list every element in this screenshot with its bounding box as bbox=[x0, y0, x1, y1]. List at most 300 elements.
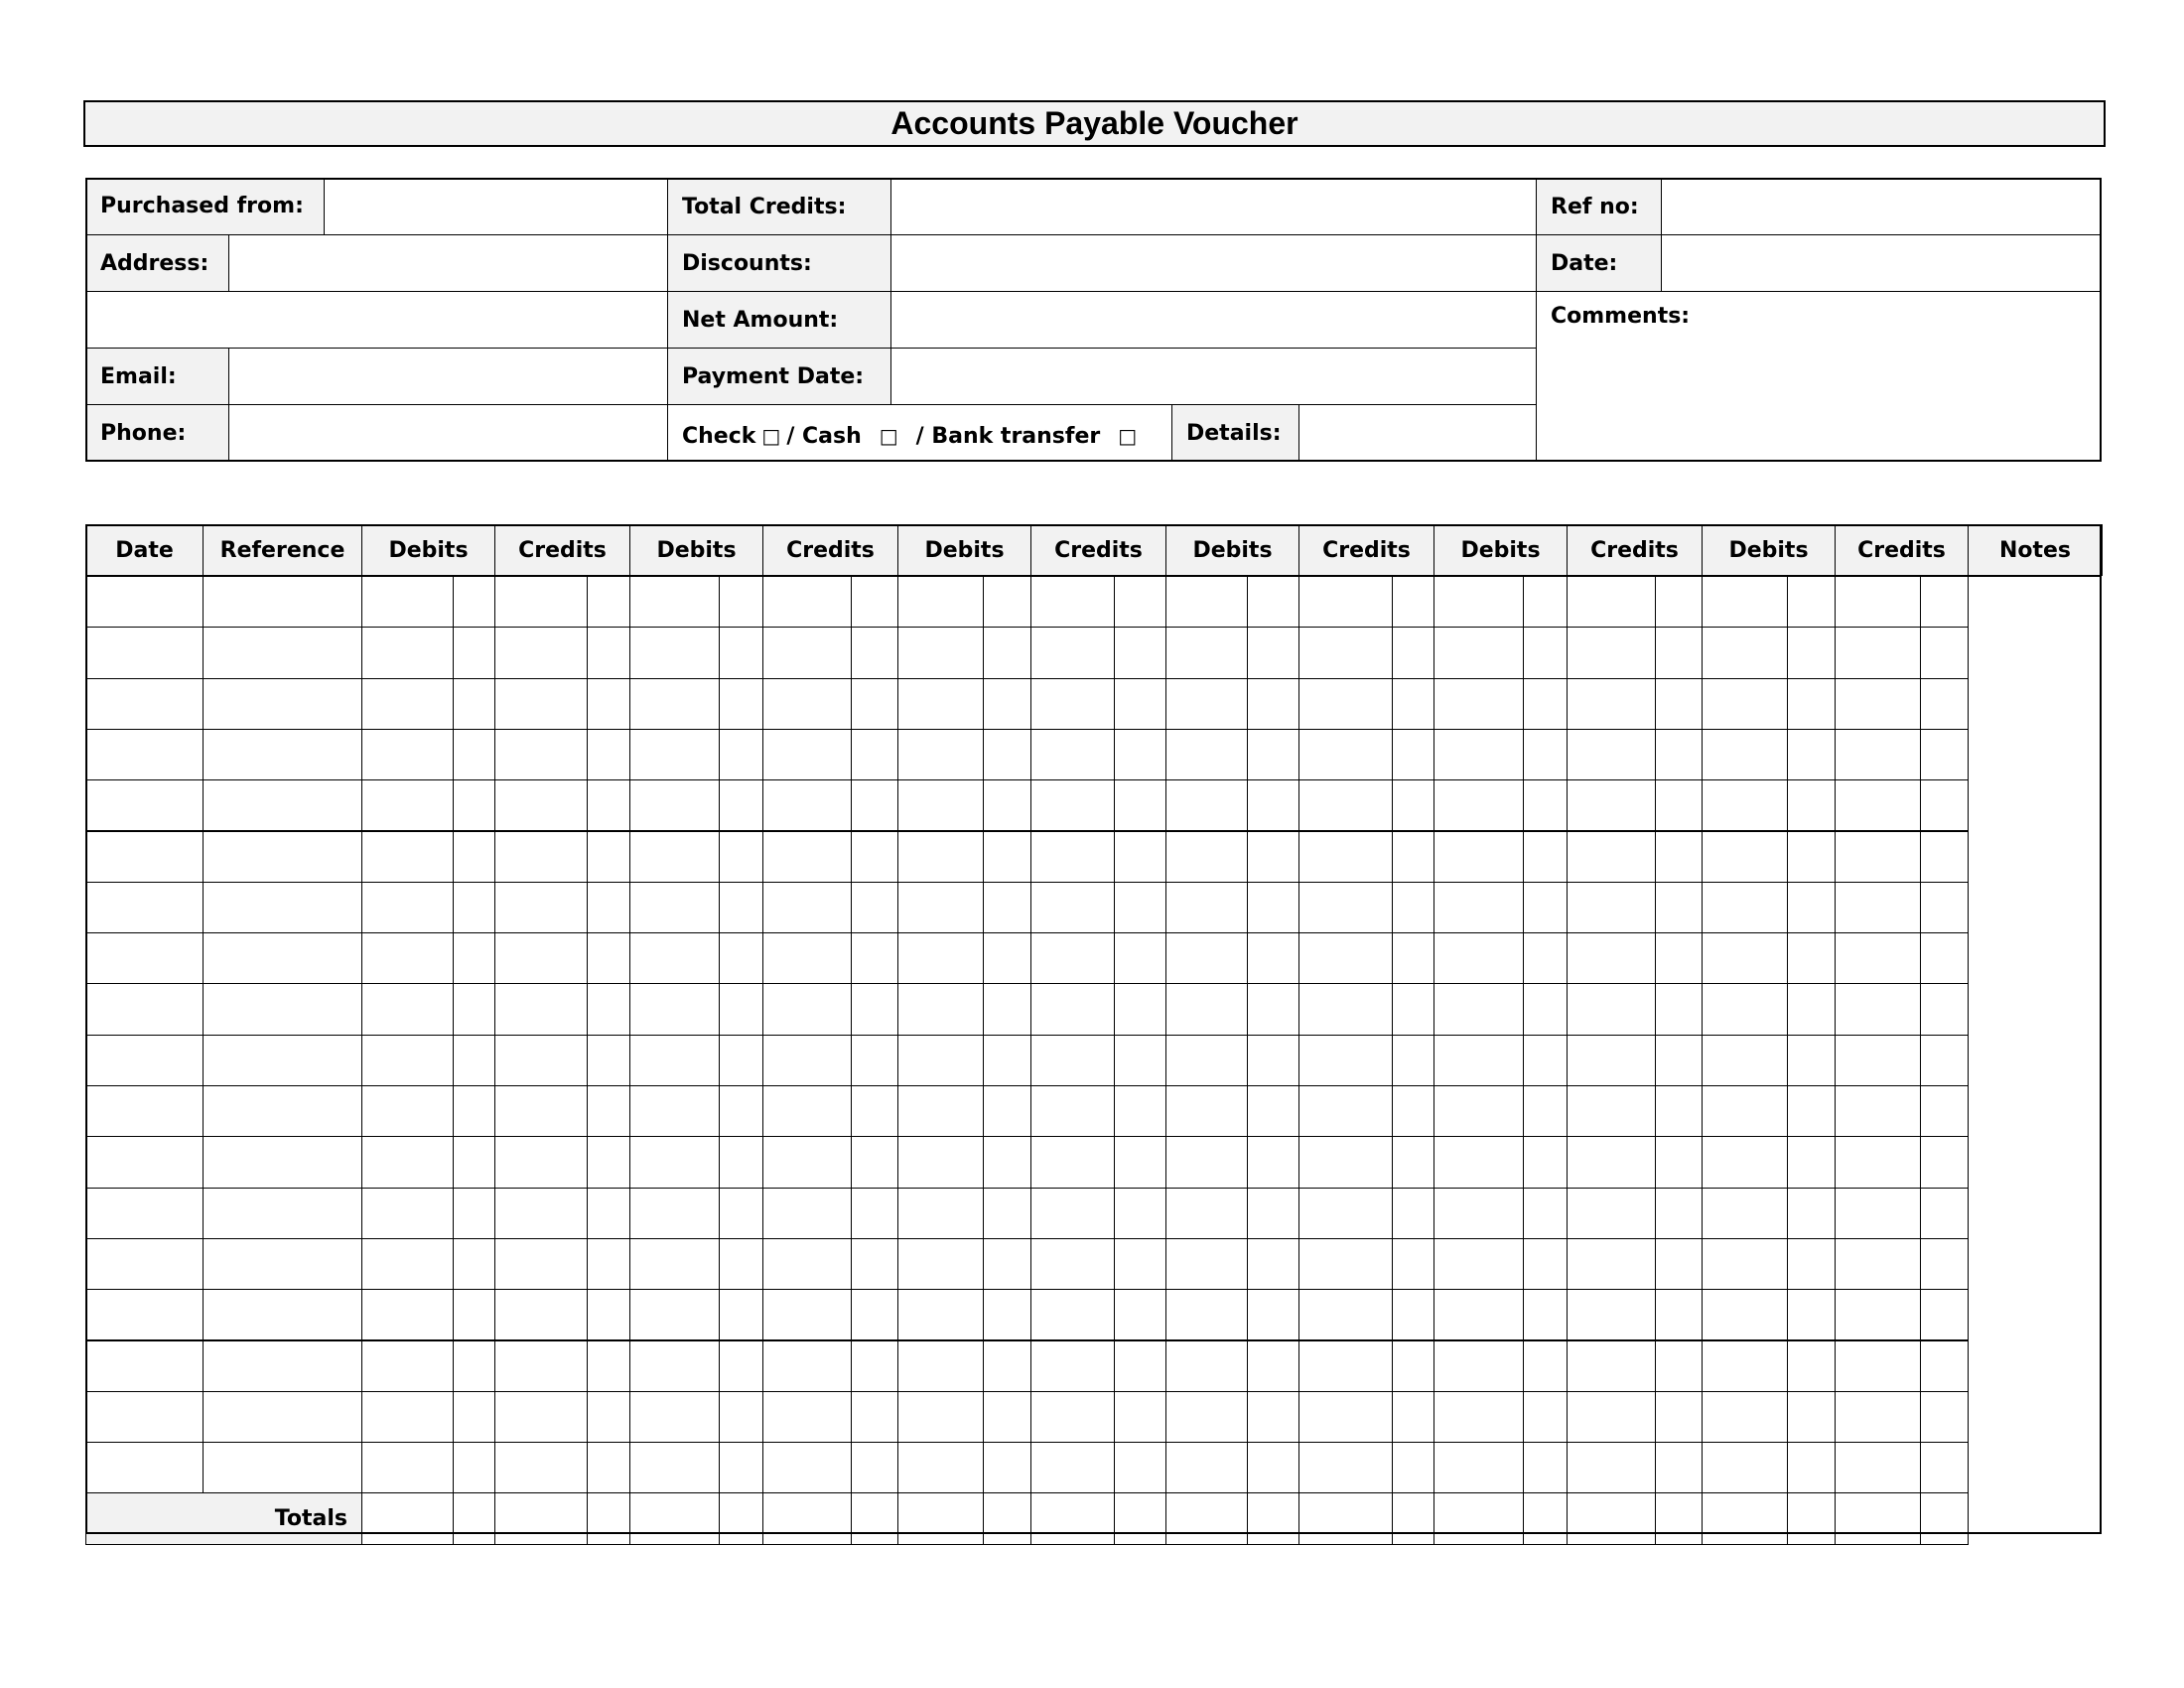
ledger-credits-cell-whole[interactable] bbox=[1298, 932, 1393, 984]
ledger-credits-cell-cents[interactable] bbox=[1114, 882, 1166, 933]
ledger-reference-cell[interactable] bbox=[203, 1391, 362, 1443]
ledger-debits-cell-whole[interactable] bbox=[629, 1238, 720, 1290]
ledger-debits-cell-cents[interactable] bbox=[453, 1136, 495, 1188]
ledger-credits-cell-whole[interactable] bbox=[1567, 882, 1656, 933]
ledger-credits-cell-whole[interactable] bbox=[1030, 729, 1115, 780]
ledger-credits-cell-cents[interactable] bbox=[1392, 1035, 1434, 1086]
ledger-debits-cell-cents[interactable] bbox=[719, 1085, 763, 1137]
ledger-date-cell[interactable] bbox=[85, 678, 204, 730]
ledger-debits-cell-whole[interactable] bbox=[629, 1442, 720, 1493]
ledger-debits-cell-whole[interactable] bbox=[361, 627, 454, 678]
ledger-credits-cell-whole[interactable] bbox=[762, 1289, 852, 1340]
ledger-debits-cell-cents[interactable] bbox=[453, 576, 495, 628]
ledger-credits-cell-whole[interactable] bbox=[762, 1188, 852, 1239]
ledger-debits-cell-whole[interactable] bbox=[1433, 576, 1524, 628]
ledger-credits-cell-whole[interactable] bbox=[494, 831, 588, 883]
ledger-credits-cell-whole[interactable] bbox=[762, 1391, 852, 1443]
ledger-credits-cell-cents[interactable] bbox=[1920, 1340, 1969, 1392]
ledger-reference-cell[interactable] bbox=[203, 882, 362, 933]
ledger-credits-cell-cents[interactable] bbox=[1392, 576, 1434, 628]
ledger-debits-cell-whole[interactable] bbox=[897, 1340, 984, 1392]
totals-credits-cell-cents[interactable] bbox=[851, 1492, 898, 1544]
ledger-date-cell[interactable] bbox=[85, 882, 204, 933]
ledger-debits-cell-cents[interactable] bbox=[983, 1391, 1031, 1443]
ledger-credits-cell-whole[interactable] bbox=[1298, 1136, 1393, 1188]
ledger-debits-cell-whole[interactable] bbox=[361, 1289, 454, 1340]
ledger-debits-cell-whole[interactable] bbox=[629, 1340, 720, 1392]
totals-credits-cell-whole[interactable] bbox=[762, 1492, 852, 1544]
ledger-credits-cell-whole[interactable] bbox=[1030, 882, 1115, 933]
ledger-debits-cell-whole[interactable] bbox=[629, 1136, 720, 1188]
ledger-credits-cell-whole[interactable] bbox=[762, 1136, 852, 1188]
ledger-debits-cell-cents[interactable] bbox=[983, 882, 1031, 933]
ledger-credits-cell-cents[interactable] bbox=[587, 1035, 630, 1086]
ledger-debits-cell-cents[interactable] bbox=[1523, 678, 1568, 730]
ledger-credits-cell-whole[interactable] bbox=[1030, 831, 1115, 883]
ledger-credits-cell-cents[interactable] bbox=[1920, 831, 1969, 883]
ledger-debits-cell-whole[interactable] bbox=[1165, 831, 1248, 883]
ledger-credits-cell-whole[interactable] bbox=[762, 576, 852, 628]
ledger-debits-cell-whole[interactable] bbox=[1433, 1391, 1524, 1443]
ledger-credits-cell-cents[interactable] bbox=[851, 1188, 898, 1239]
ledger-credits-cell-whole[interactable] bbox=[494, 1391, 588, 1443]
ledger-debits-cell-cents[interactable] bbox=[1247, 983, 1299, 1035]
ledger-credits-cell-whole[interactable] bbox=[762, 831, 852, 883]
totals-credits-cell-cents[interactable] bbox=[1392, 1492, 1434, 1544]
ledger-debits-cell-cents[interactable] bbox=[1247, 729, 1299, 780]
ledger-credits-cell-cents[interactable] bbox=[1392, 1188, 1434, 1239]
ledger-debits-cell-cents[interactable] bbox=[983, 1340, 1031, 1392]
totals-debits-cell-whole[interactable] bbox=[1433, 1492, 1524, 1544]
ledger-debits-cell-cents[interactable] bbox=[719, 1442, 763, 1493]
ledger-credits-cell-whole[interactable] bbox=[1567, 1391, 1656, 1443]
ledger-credits-cell-whole[interactable] bbox=[494, 983, 588, 1035]
ledger-credits-cell-whole[interactable] bbox=[1835, 627, 1921, 678]
ledger-credits-cell-whole[interactable] bbox=[1835, 1391, 1921, 1443]
ledger-debits-cell-whole[interactable] bbox=[361, 1035, 454, 1086]
totals-debits-cell-cents[interactable] bbox=[1523, 1492, 1568, 1544]
ledger-credits-cell-cents[interactable] bbox=[1920, 678, 1969, 730]
ledger-debits-cell-whole[interactable] bbox=[1702, 983, 1788, 1035]
totals-credits-cell-cents[interactable] bbox=[1114, 1492, 1166, 1544]
ledger-credits-cell-whole[interactable] bbox=[1567, 627, 1656, 678]
ledger-debits-cell-cents[interactable] bbox=[719, 729, 763, 780]
ledger-debits-cell-whole[interactable] bbox=[897, 882, 984, 933]
ledger-debits-cell-cents[interactable] bbox=[1523, 576, 1568, 628]
ledger-debits-cell-whole[interactable] bbox=[629, 1188, 720, 1239]
ledger-credits-cell-cents[interactable] bbox=[1655, 1085, 1703, 1137]
ledger-debits-cell-cents[interactable] bbox=[983, 831, 1031, 883]
ledger-credits-cell-cents[interactable] bbox=[1655, 882, 1703, 933]
ledger-debits-cell-whole[interactable] bbox=[1702, 1035, 1788, 1086]
ledger-debits-cell-whole[interactable] bbox=[1433, 1289, 1524, 1340]
ledger-credits-cell-cents[interactable] bbox=[587, 627, 630, 678]
ledger-credits-cell-whole[interactable] bbox=[1835, 576, 1921, 628]
ledger-date-cell[interactable] bbox=[85, 1188, 204, 1239]
ledger-credits-cell-cents[interactable] bbox=[1114, 779, 1166, 831]
ledger-debits-cell-whole[interactable] bbox=[1702, 1136, 1788, 1188]
ledger-debits-cell-cents[interactable] bbox=[983, 1035, 1031, 1086]
ledger-credits-cell-cents[interactable] bbox=[1920, 983, 1969, 1035]
ledger-debits-cell-cents[interactable] bbox=[719, 983, 763, 1035]
ledger-debits-cell-cents[interactable] bbox=[1247, 1188, 1299, 1239]
totals-debits-cell-whole[interactable] bbox=[1165, 1492, 1248, 1544]
ledger-credits-cell-whole[interactable] bbox=[1835, 1289, 1921, 1340]
ledger-credits-cell-whole[interactable] bbox=[1835, 729, 1921, 780]
ledger-credits-cell-whole[interactable] bbox=[1298, 1391, 1393, 1443]
ledger-credits-cell-whole[interactable] bbox=[494, 1136, 588, 1188]
ledger-credits-cell-whole[interactable] bbox=[1030, 983, 1115, 1035]
ledger-credits-cell-whole[interactable] bbox=[1567, 1085, 1656, 1137]
ledger-debits-cell-whole[interactable] bbox=[1702, 779, 1788, 831]
ledger-credits-cell-whole[interactable] bbox=[1030, 1085, 1115, 1137]
ledger-date-cell[interactable] bbox=[85, 932, 204, 984]
ledger-credits-cell-cents[interactable] bbox=[851, 1289, 898, 1340]
ledger-debits-cell-cents[interactable] bbox=[453, 983, 495, 1035]
ledger-credits-cell-cents[interactable] bbox=[1920, 729, 1969, 780]
ledger-debits-cell-whole[interactable] bbox=[897, 627, 984, 678]
ledger-credits-cell-whole[interactable] bbox=[762, 678, 852, 730]
ledger-credits-cell-cents[interactable] bbox=[1655, 1442, 1703, 1493]
ledger-debits-cell-whole[interactable] bbox=[1165, 1085, 1248, 1137]
ledger-debits-cell-whole[interactable] bbox=[361, 1238, 454, 1290]
ledger-date-cell[interactable] bbox=[85, 1136, 204, 1188]
ledger-credits-cell-cents[interactable] bbox=[1920, 1035, 1969, 1086]
ledger-debits-cell-cents[interactable] bbox=[1787, 1085, 1836, 1137]
ref-no-field[interactable] bbox=[1661, 178, 2102, 235]
ledger-credits-cell-cents[interactable] bbox=[1655, 1136, 1703, 1188]
ledger-credits-cell-whole[interactable] bbox=[1835, 983, 1921, 1035]
totals-debits-cell-whole[interactable] bbox=[361, 1492, 454, 1544]
ledger-credits-cell-cents[interactable] bbox=[1392, 1340, 1434, 1392]
ledger-debits-cell-whole[interactable] bbox=[1433, 1188, 1524, 1239]
ledger-debits-cell-whole[interactable] bbox=[1165, 1238, 1248, 1290]
ledger-debits-cell-whole[interactable] bbox=[1433, 678, 1524, 730]
ledger-credits-cell-cents[interactable] bbox=[1114, 831, 1166, 883]
ledger-credits-cell-whole[interactable] bbox=[1298, 1035, 1393, 1086]
ledger-debits-cell-cents[interactable] bbox=[1787, 1188, 1836, 1239]
ledger-credits-cell-cents[interactable] bbox=[1392, 627, 1434, 678]
ledger-debits-cell-cents[interactable] bbox=[1247, 1391, 1299, 1443]
ledger-debits-cell-cents[interactable] bbox=[1787, 678, 1836, 730]
ledger-debits-cell-whole[interactable] bbox=[897, 1391, 984, 1443]
ledger-credits-cell-whole[interactable] bbox=[494, 678, 588, 730]
ledger-credits-cell-whole[interactable] bbox=[494, 1238, 588, 1290]
net-amount-field[interactable] bbox=[890, 291, 1537, 349]
ledger-debits-cell-whole[interactable] bbox=[629, 1085, 720, 1137]
ledger-credits-cell-cents[interactable] bbox=[1655, 983, 1703, 1035]
ledger-credits-cell-whole[interactable] bbox=[1030, 1136, 1115, 1188]
ledger-credits-cell-cents[interactable] bbox=[587, 1289, 630, 1340]
ledger-credits-cell-cents[interactable] bbox=[1392, 1136, 1434, 1188]
ledger-credits-cell-cents[interactable] bbox=[851, 1391, 898, 1443]
ledger-debits-cell-whole[interactable] bbox=[1433, 729, 1524, 780]
ledger-credits-cell-cents[interactable] bbox=[1920, 627, 1969, 678]
ledger-debits-cell-cents[interactable] bbox=[1523, 932, 1568, 984]
ledger-debits-cell-whole[interactable] bbox=[1702, 678, 1788, 730]
ledger-debits-cell-whole[interactable] bbox=[897, 678, 984, 730]
ledger-credits-cell-cents[interactable] bbox=[1114, 1188, 1166, 1239]
ledger-debits-cell-cents[interactable] bbox=[1247, 831, 1299, 883]
ledger-credits-cell-cents[interactable] bbox=[1655, 576, 1703, 628]
ledger-debits-cell-cents[interactable] bbox=[1247, 678, 1299, 730]
ledger-credits-cell-cents[interactable] bbox=[1392, 1442, 1434, 1493]
ledger-debits-cell-cents[interactable] bbox=[1787, 627, 1836, 678]
payment-date-field[interactable] bbox=[890, 348, 1537, 405]
ledger-debits-cell-whole[interactable] bbox=[1702, 1289, 1788, 1340]
ledger-debits-cell-whole[interactable] bbox=[629, 627, 720, 678]
ledger-debits-cell-cents[interactable] bbox=[1247, 1289, 1299, 1340]
ledger-credits-cell-cents[interactable] bbox=[851, 1442, 898, 1493]
ledger-debits-cell-cents[interactable] bbox=[1787, 1391, 1836, 1443]
ledger-credits-cell-whole[interactable] bbox=[1567, 1340, 1656, 1392]
ledger-debits-cell-cents[interactable] bbox=[1523, 627, 1568, 678]
ledger-credits-cell-whole[interactable] bbox=[1298, 1442, 1393, 1493]
ledger-debits-cell-cents[interactable] bbox=[453, 1085, 495, 1137]
ledger-credits-cell-cents[interactable] bbox=[1655, 1188, 1703, 1239]
ledger-debits-cell-whole[interactable] bbox=[897, 983, 984, 1035]
details-field[interactable] bbox=[1298, 404, 1537, 462]
ledger-debits-cell-cents[interactable] bbox=[453, 1289, 495, 1340]
ledger-credits-cell-cents[interactable] bbox=[587, 1085, 630, 1137]
ledger-debits-cell-whole[interactable] bbox=[1702, 729, 1788, 780]
ledger-credits-cell-whole[interactable] bbox=[1030, 627, 1115, 678]
ledger-reference-cell[interactable] bbox=[203, 1085, 362, 1137]
ledger-credits-cell-cents[interactable] bbox=[851, 983, 898, 1035]
ledger-debits-cell-whole[interactable] bbox=[1165, 1136, 1248, 1188]
ledger-debits-cell-cents[interactable] bbox=[453, 1035, 495, 1086]
bank-transfer-checkbox[interactable]: □ bbox=[1118, 424, 1138, 448]
total-credits-field[interactable] bbox=[890, 178, 1537, 235]
ledger-debits-cell-whole[interactable] bbox=[1165, 779, 1248, 831]
ledger-debits-cell-cents[interactable] bbox=[983, 729, 1031, 780]
ledger-credits-cell-whole[interactable] bbox=[1567, 932, 1656, 984]
ledger-debits-cell-cents[interactable] bbox=[1523, 1442, 1568, 1493]
ledger-credits-cell-whole[interactable] bbox=[1030, 779, 1115, 831]
ledger-credits-cell-whole[interactable] bbox=[1567, 779, 1656, 831]
totals-credits-cell-cents[interactable] bbox=[1655, 1492, 1703, 1544]
ledger-debits-cell-cents[interactable] bbox=[719, 627, 763, 678]
ledger-debits-cell-cents[interactable] bbox=[1787, 729, 1836, 780]
ledger-debits-cell-cents[interactable] bbox=[983, 1085, 1031, 1137]
ledger-credits-cell-whole[interactable] bbox=[1298, 1188, 1393, 1239]
ledger-credits-cell-whole[interactable] bbox=[494, 1289, 588, 1340]
ledger-credits-cell-cents[interactable] bbox=[1655, 1340, 1703, 1392]
ledger-debits-cell-cents[interactable] bbox=[983, 1238, 1031, 1290]
ledger-debits-cell-cents[interactable] bbox=[1787, 1442, 1836, 1493]
ledger-credits-cell-whole[interactable] bbox=[494, 1035, 588, 1086]
ledger-debits-cell-cents[interactable] bbox=[1523, 882, 1568, 933]
ledger-date-cell[interactable] bbox=[85, 729, 204, 780]
ledger-debits-cell-cents[interactable] bbox=[1247, 1085, 1299, 1137]
ledger-debits-cell-cents[interactable] bbox=[1247, 932, 1299, 984]
ledger-credits-cell-cents[interactable] bbox=[1114, 983, 1166, 1035]
ledger-reference-cell[interactable] bbox=[203, 1289, 362, 1340]
ledger-credits-cell-cents[interactable] bbox=[1920, 882, 1969, 933]
totals-debits-cell-cents[interactable] bbox=[983, 1492, 1031, 1544]
ledger-date-cell[interactable] bbox=[85, 1035, 204, 1086]
ledger-credits-cell-cents[interactable] bbox=[1655, 1391, 1703, 1443]
ledger-debits-cell-whole[interactable] bbox=[1165, 1391, 1248, 1443]
ledger-credits-cell-cents[interactable] bbox=[587, 1340, 630, 1392]
ledger-debits-cell-whole[interactable] bbox=[1433, 779, 1524, 831]
ledger-debits-cell-cents[interactable] bbox=[719, 678, 763, 730]
totals-credits-cell-cents[interactable] bbox=[587, 1492, 630, 1544]
ledger-debits-cell-cents[interactable] bbox=[1523, 1238, 1568, 1290]
ledger-debits-cell-cents[interactable] bbox=[1523, 1085, 1568, 1137]
ledger-credits-cell-cents[interactable] bbox=[1392, 882, 1434, 933]
ledger-debits-cell-cents[interactable] bbox=[1247, 1136, 1299, 1188]
ledger-debits-cell-whole[interactable] bbox=[361, 983, 454, 1035]
ledger-credits-cell-whole[interactable] bbox=[1835, 1340, 1921, 1392]
ledger-credits-cell-cents[interactable] bbox=[851, 932, 898, 984]
ledger-credits-cell-cents[interactable] bbox=[1920, 576, 1969, 628]
ledger-debits-cell-whole[interactable] bbox=[361, 882, 454, 933]
ledger-credits-cell-cents[interactable] bbox=[1655, 1238, 1703, 1290]
ledger-credits-cell-whole[interactable] bbox=[1298, 1340, 1393, 1392]
totals-credits-cell-cents[interactable] bbox=[1920, 1492, 1969, 1544]
ledger-date-cell[interactable] bbox=[85, 1289, 204, 1340]
ledger-credits-cell-whole[interactable] bbox=[762, 779, 852, 831]
ledger-credits-cell-cents[interactable] bbox=[1920, 1238, 1969, 1290]
ledger-credits-cell-whole[interactable] bbox=[1030, 1391, 1115, 1443]
ledger-credits-cell-whole[interactable] bbox=[1835, 1136, 1921, 1188]
ledger-debits-cell-cents[interactable] bbox=[983, 678, 1031, 730]
ledger-debits-cell-whole[interactable] bbox=[361, 1136, 454, 1188]
ledger-credits-cell-whole[interactable] bbox=[762, 1340, 852, 1392]
ledger-debits-cell-cents[interactable] bbox=[1523, 1391, 1568, 1443]
ledger-debits-cell-whole[interactable] bbox=[1165, 932, 1248, 984]
ledger-credits-cell-cents[interactable] bbox=[1392, 1391, 1434, 1443]
ledger-credits-cell-whole[interactable] bbox=[1298, 678, 1393, 730]
ledger-debits-cell-cents[interactable] bbox=[453, 1340, 495, 1392]
ledger-debits-cell-cents[interactable] bbox=[1787, 576, 1836, 628]
ledger-credits-cell-whole[interactable] bbox=[1835, 1035, 1921, 1086]
ledger-credits-cell-cents[interactable] bbox=[1392, 983, 1434, 1035]
ledger-credits-cell-cents[interactable] bbox=[1392, 1238, 1434, 1290]
ledger-debits-cell-cents[interactable] bbox=[453, 831, 495, 883]
ledger-credits-cell-whole[interactable] bbox=[1835, 1085, 1921, 1137]
ledger-credits-cell-whole[interactable] bbox=[1298, 1289, 1393, 1340]
ledger-credits-cell-whole[interactable] bbox=[1030, 1035, 1115, 1086]
ledger-credits-cell-whole[interactable] bbox=[1567, 1035, 1656, 1086]
ledger-debits-cell-whole[interactable] bbox=[361, 678, 454, 730]
ledger-reference-cell[interactable] bbox=[203, 729, 362, 780]
ledger-credits-cell-cents[interactable] bbox=[1920, 1188, 1969, 1239]
ledger-credits-cell-whole[interactable] bbox=[1030, 1442, 1115, 1493]
totals-credits-cell-whole[interactable] bbox=[1567, 1492, 1656, 1544]
ledger-date-cell[interactable] bbox=[85, 1391, 204, 1443]
ledger-credits-cell-whole[interactable] bbox=[1567, 1238, 1656, 1290]
ledger-debits-cell-whole[interactable] bbox=[1165, 1188, 1248, 1239]
ledger-debits-cell-cents[interactable] bbox=[1523, 1136, 1568, 1188]
ledger-debits-cell-whole[interactable] bbox=[629, 576, 720, 628]
ledger-debits-cell-cents[interactable] bbox=[1523, 831, 1568, 883]
ledger-credits-cell-whole[interactable] bbox=[1835, 1188, 1921, 1239]
ledger-date-cell[interactable] bbox=[85, 627, 204, 678]
ledger-debits-cell-whole[interactable] bbox=[1702, 1391, 1788, 1443]
ledger-credits-cell-whole[interactable] bbox=[762, 932, 852, 984]
ledger-credits-cell-cents[interactable] bbox=[1114, 1340, 1166, 1392]
ledger-debits-cell-cents[interactable] bbox=[1247, 882, 1299, 933]
ledger-credits-cell-cents[interactable] bbox=[1114, 1238, 1166, 1290]
ledger-debits-cell-cents[interactable] bbox=[1523, 729, 1568, 780]
ledger-debits-cell-cents[interactable] bbox=[1787, 1340, 1836, 1392]
ledger-credits-cell-cents[interactable] bbox=[587, 882, 630, 933]
ledger-debits-cell-whole[interactable] bbox=[1165, 882, 1248, 933]
ledger-credits-cell-whole[interactable] bbox=[494, 1442, 588, 1493]
ledger-debits-cell-whole[interactable] bbox=[1165, 729, 1248, 780]
ledger-debits-cell-whole[interactable] bbox=[629, 1289, 720, 1340]
ledger-debits-cell-whole[interactable] bbox=[1165, 1442, 1248, 1493]
ledger-debits-cell-cents[interactable] bbox=[453, 1442, 495, 1493]
ledger-credits-cell-whole[interactable] bbox=[1835, 831, 1921, 883]
ledger-debits-cell-whole[interactable] bbox=[1165, 627, 1248, 678]
notes-field[interactable] bbox=[1968, 576, 2102, 1534]
ledger-debits-cell-whole[interactable] bbox=[361, 1340, 454, 1392]
ledger-credits-cell-whole[interactable] bbox=[1567, 1442, 1656, 1493]
ledger-reference-cell[interactable] bbox=[203, 1340, 362, 1392]
ledger-debits-cell-whole[interactable] bbox=[361, 1442, 454, 1493]
ledger-debits-cell-cents[interactable] bbox=[983, 1188, 1031, 1239]
ledger-credits-cell-whole[interactable] bbox=[1567, 729, 1656, 780]
ledger-credits-cell-whole[interactable] bbox=[1567, 1289, 1656, 1340]
ledger-debits-cell-cents[interactable] bbox=[1787, 932, 1836, 984]
ledger-credits-cell-cents[interactable] bbox=[1655, 779, 1703, 831]
ledger-credits-cell-cents[interactable] bbox=[851, 576, 898, 628]
ledger-debits-cell-cents[interactable] bbox=[1787, 831, 1836, 883]
ledger-credits-cell-cents[interactable] bbox=[851, 831, 898, 883]
ledger-debits-cell-cents[interactable] bbox=[1787, 882, 1836, 933]
ledger-credits-cell-cents[interactable] bbox=[587, 729, 630, 780]
ledger-credits-cell-cents[interactable] bbox=[587, 1442, 630, 1493]
ledger-credits-cell-whole[interactable] bbox=[1567, 1136, 1656, 1188]
ledger-date-cell[interactable] bbox=[85, 983, 204, 1035]
ledger-debits-cell-cents[interactable] bbox=[719, 1238, 763, 1290]
ledger-credits-cell-cents[interactable] bbox=[1655, 831, 1703, 883]
ledger-credits-cell-cents[interactable] bbox=[1392, 1289, 1434, 1340]
ledger-reference-cell[interactable] bbox=[203, 932, 362, 984]
ledger-credits-cell-cents[interactable] bbox=[587, 1238, 630, 1290]
ledger-credits-cell-cents[interactable] bbox=[851, 729, 898, 780]
ledger-reference-cell[interactable] bbox=[203, 576, 362, 628]
ledger-debits-cell-cents[interactable] bbox=[719, 1188, 763, 1239]
ledger-debits-cell-cents[interactable] bbox=[1247, 1442, 1299, 1493]
ledger-credits-cell-cents[interactable] bbox=[851, 1035, 898, 1086]
ledger-debits-cell-cents[interactable] bbox=[719, 1035, 763, 1086]
ledger-debits-cell-cents[interactable] bbox=[1787, 1136, 1836, 1188]
ledger-credits-cell-cents[interactable] bbox=[1920, 932, 1969, 984]
ledger-debits-cell-whole[interactable] bbox=[361, 1188, 454, 1239]
totals-credits-cell-whole[interactable] bbox=[1835, 1492, 1921, 1544]
ledger-credits-cell-cents[interactable] bbox=[1392, 729, 1434, 780]
date-field[interactable] bbox=[1661, 234, 2102, 292]
ledger-debits-cell-cents[interactable] bbox=[1523, 1289, 1568, 1340]
ledger-debits-cell-whole[interactable] bbox=[1702, 932, 1788, 984]
ledger-debits-cell-cents[interactable] bbox=[719, 779, 763, 831]
ledger-debits-cell-whole[interactable] bbox=[629, 983, 720, 1035]
ledger-credits-cell-whole[interactable] bbox=[1030, 1188, 1115, 1239]
ledger-debits-cell-whole[interactable] bbox=[629, 932, 720, 984]
ledger-credits-cell-whole[interactable] bbox=[1298, 1085, 1393, 1137]
purchased-from-field[interactable] bbox=[324, 178, 668, 235]
ledger-debits-cell-whole[interactable] bbox=[361, 1085, 454, 1137]
ledger-credits-cell-cents[interactable] bbox=[1655, 1035, 1703, 1086]
ledger-debits-cell-cents[interactable] bbox=[453, 1238, 495, 1290]
ledger-debits-cell-cents[interactable] bbox=[983, 932, 1031, 984]
ledger-reference-cell[interactable] bbox=[203, 831, 362, 883]
totals-debits-cell-whole[interactable] bbox=[1702, 1492, 1788, 1544]
